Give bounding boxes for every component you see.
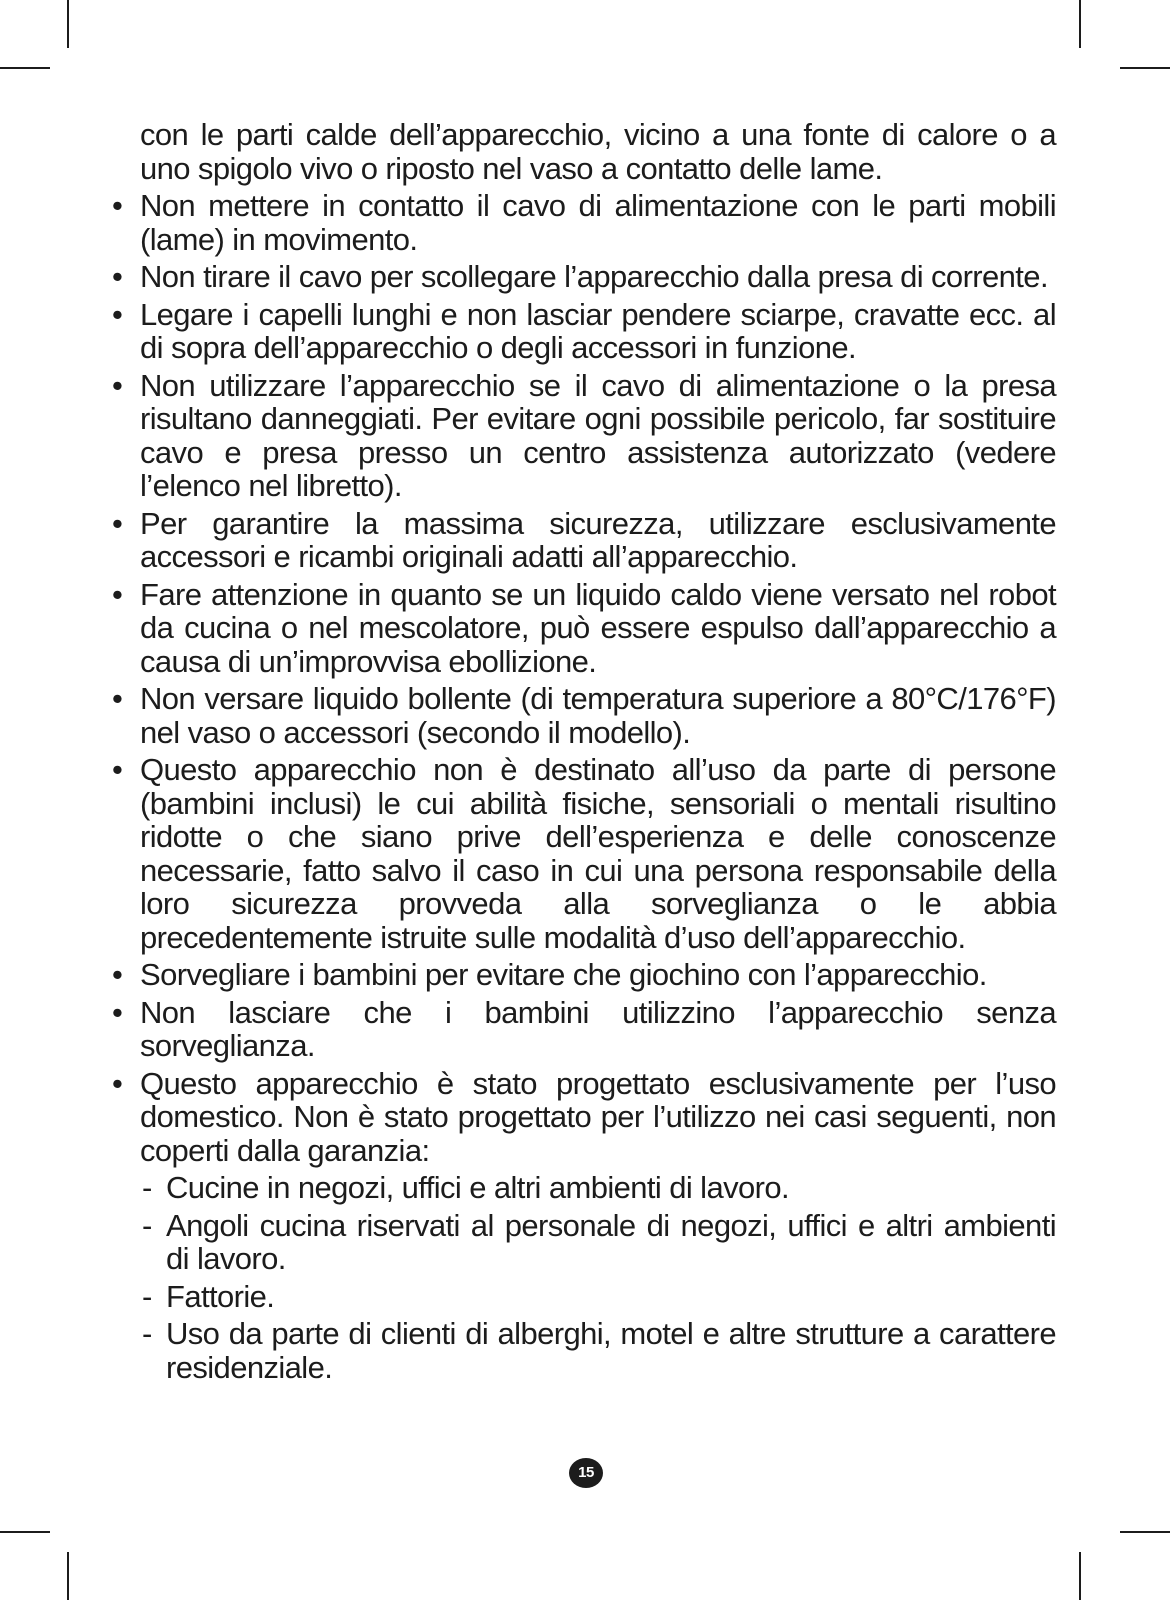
bullet-item: [112, 753, 1056, 954]
sub-list-text: Uso da parte di clienti di alberghi, motel e altre strutture a carattere residenziale.: [166, 1316, 1056, 1385]
sub-list-item: [112, 1317, 1056, 1384]
sub-list-text: Fattorie.: [166, 1278, 275, 1314]
bullet-icon: •: [112, 681, 123, 716]
bullet-item: [112, 298, 1056, 365]
bullet-icon: •: [112, 296, 123, 332]
crop-mark: [1079, 1552, 1081, 1600]
bullet-item: [112, 260, 1056, 294]
bullet-icon: •: [112, 505, 123, 541]
continuation-text: con le parti calde dell’apparecchio, vicino a una fonte di calore o a uno spigolo vivo o riposto nel vaso a contatto delle lame.: [140, 117, 1056, 186]
page-number: 15: [569, 1458, 603, 1488]
bullet-icon: •: [112, 957, 123, 992]
bullet-icon: •: [112, 752, 123, 787]
dash-icon: -: [142, 1278, 152, 1314]
sub-list-text: Angoli cucina riservati al personale di negozi, uffici e altri ambienti di lavoro.: [166, 1207, 1056, 1276]
bullet-item: [112, 996, 1056, 1063]
bullet-text: Per garantire la massima sicurezza, utilizzare esclusivamente accessori e ricambi originali adatti all’apparecchio.: [140, 505, 1056, 574]
bullet-icon: •: [112, 188, 123, 223]
crop-mark: [1120, 1531, 1170, 1533]
dash-icon: -: [142, 1316, 152, 1351]
bullet-icon: •: [112, 367, 123, 403]
crop-mark: [1120, 67, 1170, 69]
bullet-item: [112, 189, 1056, 256]
bullet-icon: •: [112, 576, 123, 612]
bullet-text: Non versare liquido bollente (di temperatura superiore a 80°C/176°F) nel vaso o accessori (secondo il modello).: [140, 681, 1056, 750]
sub-list-item: [112, 1171, 1056, 1205]
crop-mark: [1079, 0, 1081, 48]
safety-instructions: [112, 118, 1056, 1384]
bullet-text: Questo apparecchio non è destinato all’uso da parte di persone (bambini inclusi) le cui abilità fisiche, sensoriali o mentali risultino ridotte o che siano prive dell’esperienza e delle conoscenze necessarie, fatto salvo il caso in cui una persona responsabile della loro sicurezza provveda alla sorveglianza o le abbia precedentemente istruite sulle modalità d’uso dell’apparecchio.: [140, 752, 1056, 955]
sub-list-text: Cucine in negozi, uffici e altri ambienti di lavoro.: [166, 1170, 790, 1205]
bullet-item: [112, 682, 1056, 749]
bullet-item: [112, 1067, 1056, 1168]
bullet-text: Legare i capelli lunghi e non lasciar pendere sciarpe, cravatte ecc. al di sopra dell’apparecchio o degli accessori in funzione.: [140, 296, 1056, 365]
dash-icon: -: [142, 1170, 152, 1205]
bullet-text: Questo apparecchio è stato progettato esclusivamente per l’uso domestico. Non è stato progettato per l’utilizzo nei casi seguenti, non coperti dalla garanzia:: [140, 1065, 1056, 1168]
bullet-icon: •: [112, 994, 123, 1030]
crop-mark: [67, 1552, 69, 1600]
bullet-icon: •: [112, 259, 123, 294]
bullet-icon: •: [112, 1065, 123, 1101]
dash-icon: -: [142, 1207, 152, 1243]
crop-mark: [0, 1531, 50, 1533]
bullet-item: [112, 578, 1056, 679]
crop-mark: [67, 0, 69, 48]
sub-list-item: [112, 1209, 1056, 1276]
bullet-text: Sorvegliare i bambini per evitare che giochino con l’apparecchio.: [140, 957, 987, 992]
bullet-item: [112, 958, 1056, 992]
sub-list-item: [112, 1280, 1056, 1314]
bullet-item: [112, 507, 1056, 574]
bullet-text: Fare attenzione in quanto se un liquido caldo viene versato nel robot da cucina o nel mescolatore, può essere espulso dall’apparecchio a causa di un’improvvisa ebollizione.: [140, 576, 1056, 679]
bullet-text: Non mettere in contatto il cavo di alimentazione con le parti mobili (lame) in movimento.: [140, 188, 1056, 257]
bullet-item: [112, 369, 1056, 503]
bullet-text: Non lasciare che i bambini utilizzino l’apparecchio senza sorveglianza.: [140, 994, 1056, 1063]
crop-mark: [0, 67, 50, 69]
bullet-text: Non tirare il cavo per scollegare l’apparecchio dalla presa di corrente.: [140, 259, 1048, 294]
bullet-text: Non utilizzare l’apparecchio se il cavo di alimentazione o la presa risultano danneggiati. Per evitare ogni possibile pericolo, far sostituire cavo e presa presso un centro assistenza autorizzato (vedere l’elenco nel libretto).: [140, 367, 1056, 503]
